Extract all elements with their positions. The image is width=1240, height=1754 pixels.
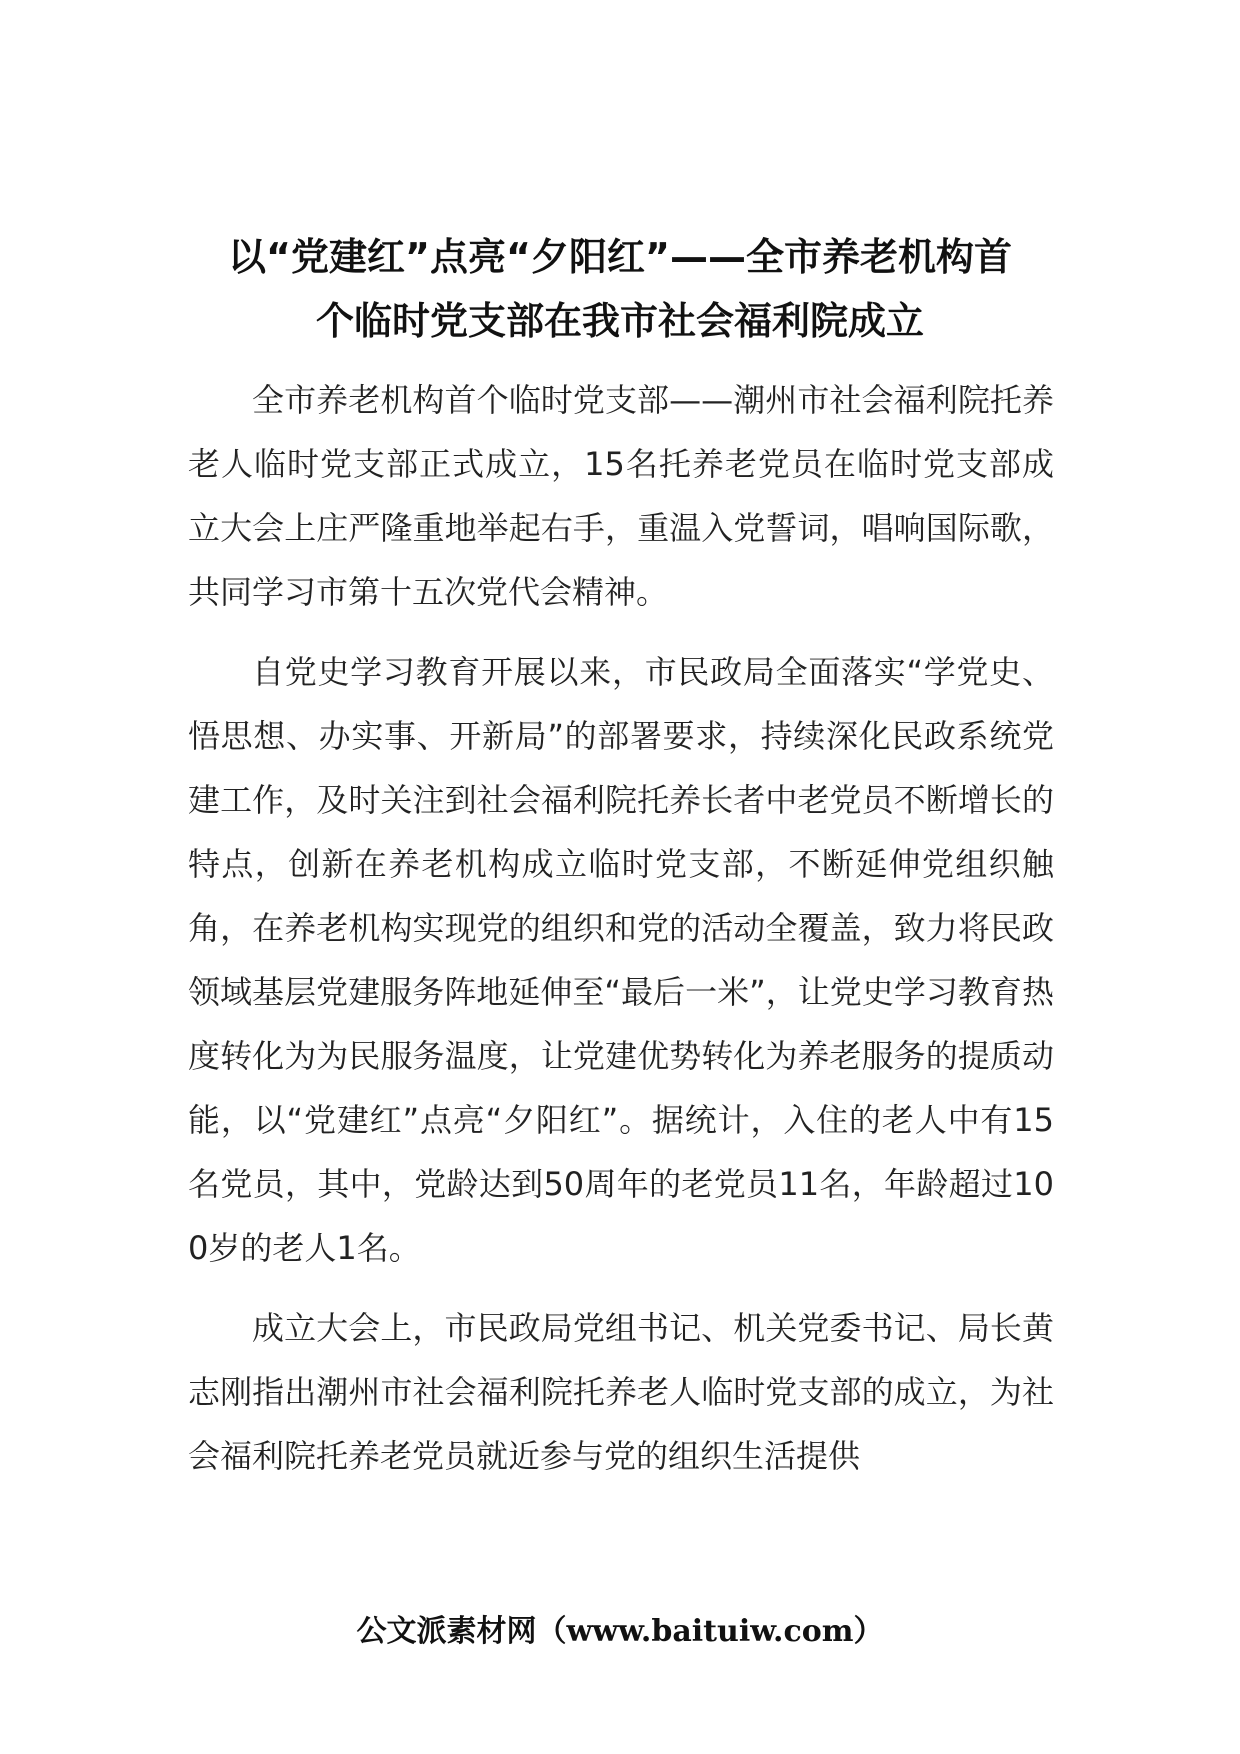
paragraph-2: 自党史学习教育开展以来，市民政局全面落实“学党史、悟思想、办实事、开新局”的部署要求，持续深化民政系统党建工作，及时关注到社会福利院托养长者中老党员不断增长的特点，创新在养老机构成立临时党支部，不断延伸党组织触角，在养老机构实现党的组织和党的活动全覆盖，致力将民政领域基层党建服务阵地延伸至“最后一米”，让党史学习教育热度转化为为民服务温度，让党建优势转化为养老服务的提质动能，以“党建红”点亮“夕阳红”。据统计，入住的老人中有15名党员，其中，党龄达到50周年的老党员11名，年龄超过100岁的老人1名。 xyxy=(188,653,1054,1267)
article-title-line-2: 个临时党支部在我市社会福利院成立 xyxy=(315,299,924,344)
article-title xyxy=(170,225,1070,353)
paragraph-1: 全市养老机构首个临时党支部——潮州市社会福利院托养老人临时党支部正式成立，15名托养老党员在临时党支部成立大会上庄严隆重地举起右手，重温入党誓词，唱响国际歌，共同学习市第十五次党代会精神。 xyxy=(188,381,1054,611)
article-body xyxy=(188,368,1054,1504)
paragraph-3: 成立大会上，市民政局党组书记、机关党委书记、局长黄志刚指出潮州市社会福利院托养老人临时党支部的成立，为社会福利院托养老党员就近参与党的组织生活提供 xyxy=(188,1309,1054,1475)
source-watermark: 公文派素材网（www.baituiw.com） xyxy=(356,1614,884,1649)
article-title-line-1: 以“党建红”点亮“夕阳红”——全市养老机构首 xyxy=(228,235,1012,280)
